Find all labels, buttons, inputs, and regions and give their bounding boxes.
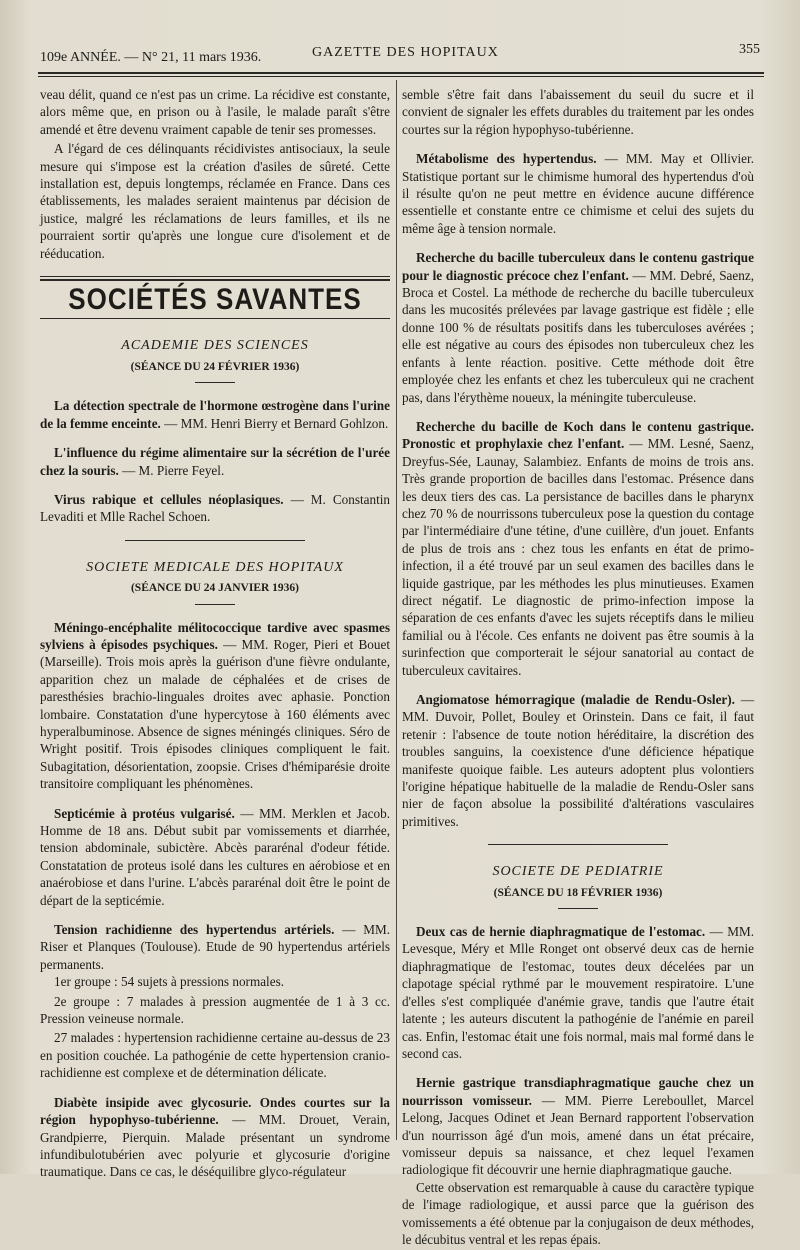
journal-title: GAZETTE DES HOPITAUX	[312, 45, 499, 60]
society-name: ACADEMIE DES SCIENCES	[121, 338, 309, 354]
article-entry	[40, 921, 390, 973]
entry-authors: — MM. Drouet, Verain, Grandpierre, Pierquin.	[40, 1112, 390, 1145]
entry-authors: — MM. Riser et Planques (Toulouse).	[40, 922, 390, 955]
short-rule	[195, 604, 235, 605]
article-entry	[402, 1074, 754, 1178]
entry-title: Deux cas de hernie diaphragmatique de l'estomac.	[416, 924, 706, 940]
header-rule-thin	[38, 76, 764, 77]
entry-title: Tension rachidienne des hypertendus artériels.	[54, 922, 335, 938]
entry-title: Métabolisme des hypertendus.	[416, 151, 597, 167]
entry-authors: — M. Constantin Levaditi et Mlle Rachel Schoen.	[40, 491, 391, 525]
entry-body: Malade présentant un syndrome infundibulotubérien avec polyurie et glycosurie d'origine traumatique. Dans ce cas, le déséquilibre glyco-régulateur	[40, 1129, 390, 1180]
entry-body: ont observé deux cas de hernie diaphragmatique de l'estomac, toutes deux décelées par un clapotage spécial rythmé par le mouvement respiratoire. L'une d'elles s'est compliquée d'anémie grave, tandis que l'autre était latente ; les auteurs discutent la pathogénie de l'anémie en pareil cas. Enfin, l'estomac était une fois normal, mais mal formé dans le second cas.	[402, 941, 754, 1061]
section-title: SOCIÉTÉS SAVANTES	[68, 281, 362, 317]
entry-authors: — MM. Roger, Pieri et Bouet (Marseille).	[40, 636, 391, 670]
article-entry	[402, 150, 754, 237]
article-entry	[402, 249, 754, 406]
issue-info: 109e ANNÉE. — N° 21, 11 mars 1936.	[40, 50, 262, 65]
section-divider	[125, 540, 305, 541]
entry-authors: — MM. Debré, Saenz, Broca et Costel.	[402, 267, 754, 301]
title-underline	[40, 318, 390, 319]
entry-authors: — MM. Merklen et Jacob.	[234, 805, 391, 821]
entry-authors: — MM. Lesné, Saenz, Dreyfus-Sée, Launay, Salambiez.	[402, 436, 754, 469]
article-entry	[402, 923, 754, 1062]
column-divider	[396, 80, 397, 1140]
entry-body: Dans ce fait, il faut retenir : l'absence de toute notion héréditaire, la discrétion des troubles sanguins, la coexistence d'une déficience hépatique manifeste quoique faible. Les auteurs adoptent plus volontiers l'origine hépatique habituelle de la maladie de Rendu-Osler sans nier de façon absolue la possibilité d'altérations vasculaires primitives.	[402, 709, 755, 829]
seance-date: (SÉANCE DU 24 JANVIER 1936)	[130, 582, 300, 595]
article-entry	[40, 1094, 390, 1181]
article-entry	[40, 444, 390, 479]
article-entry	[40, 397, 390, 432]
entry-authors: — MM. Duvoir, Pollet, Bouley et Orinstein.	[402, 692, 754, 725]
entry-title: Septicémie à protéus vulgarisé.	[54, 805, 235, 821]
continuation-paragraph: semble s'être fait dans l'abaissement du seuil du sucre et il convient de signaler les effets durables du traitement par les ondes courtes sur la région hypophyso-tubérienne.	[402, 87, 754, 137]
group-line: 2e groupe : 7 malades à pression augmentée de 1 à 3 cc. Pression veineuse normale.	[40, 993, 390, 1027]
entry-body: Homme de 18 ans. Début subit par vomissements et diarrhée, tension abdominale, subictère. Abcès pararénal d'odeur fétide. Constatation de proteus isolé dans les cultures en aérobiose et en anaérobiose et dans l'urine. L'abcès pararénal doit être le point de départ de la septicémie.	[40, 823, 390, 908]
article-entry	[402, 418, 754, 679]
entry-authors: — MM. Henri Bierry et Bernard Gohlzon.	[160, 415, 389, 431]
group-line: 27 malades : hypertension rachidienne certaine au-dessus de 23 en position couchée. La pathogénie de cette hypertension cranio-rachidienne est complexe et de détermination délicate.	[40, 1030, 390, 1081]
society-name: SOCIETE DE PEDIATRIE	[492, 864, 664, 880]
article-entry	[40, 805, 390, 909]
article-entry	[40, 491, 390, 526]
entry-authors: — MM. Pierre Lereboullet, Marcel Lelong, Jacques Odinet et Jean Bernard	[402, 1092, 754, 1126]
entry-title: Angiomatose hémorragique (maladie de Rendu-Osler).	[416, 692, 735, 707]
entry-title: Recherche du bacille tuberculeux dans le contenu gastrique pour le diagnostic précoce chez l'enfant.	[402, 250, 754, 283]
section-divider	[488, 844, 668, 845]
closing-paragraph: Cette observation est remarquable à cause du caractère typique de l'image radiologique, et aussi parce que la guérison des vomissements a été obtenue par la conjugaison de deux méthodes, le décubitus ventral et les repas épais.	[402, 1179, 754, 1247]
entry-authors: — MM. Levesque, Méry et Mlle Ronget	[402, 924, 754, 957]
page-number: 355	[739, 42, 760, 57]
group-line: 1er groupe : 54 sujets à pressions normales.	[54, 974, 285, 990]
entry-body: Trois mois après la guérison d'une fièvre ondulante, apparition chez un malade de céphalées et de crises de paresthésies brachio-linguales droites avec aphasie. Ponction lombaire. Constatation d'une hypercytose à 160 éléments avec hyperalbuminose. Absence de signes méningés cliniques. Séro de Wright positif. Trois épisodes cliniques compliquent le fait. Subagitation, désorientation, zoopsie. Crises d'hémiparésie droite transitoire compliquant les phénomènes.	[40, 654, 390, 792]
entry-title: Virus rabique et cellules néoplasiques.	[54, 491, 284, 507]
entry-authors: — M. Pierre Feyel.	[118, 462, 225, 478]
entry-body: Enfants de moins de trois ans. Très grande proportion de bacilles dans l'estomac. Présence dans les deux tiers des cas. La persistance de bacilles dans le pharynx chez 70 % de nourrissons tuberculeux pose la question du contage par l'intermédiaire d'une tétine, d'une cuillère, d'un jouet. Enfants de plus de trois ans : chez tous les enfants en état de primo-infection, il a été trouvé par un seul examen des bacilles dans le liquide gastrique, par les méthodes les plus minutieuses. Examen direct négatif. Le diagnostic de primo-infection impose la séparation de ces enfants d'avec les sujets réceptifs dans le milieu familial ou à l'école. Ces enfants ne doivent pas être soumis à la surinfection que comporterait le séjour sanatorial au contact de tuberculeux cavitaires.	[402, 453, 754, 678]
entry-title: La détection spectrale de l'hormone œstrogène dans l'urine de la femme enceinte.	[40, 398, 390, 431]
society-name: SOCIETE MEDICALE DES HOPITAUX	[86, 559, 344, 575]
short-rule	[558, 908, 598, 909]
article-entry	[402, 691, 754, 830]
article-entry	[40, 619, 390, 793]
right-column	[402, 86, 754, 1250]
entry-title: Recherche du bacille de Koch dans le contenu gastrique. Pronostic et prophylaxie chez l'enfant.	[402, 418, 754, 452]
page-header	[40, 42, 760, 66]
header-rule	[38, 72, 764, 74]
intro-paragraph: veau délit, quand ce n'est pas un crime. La récidive est constante, alors même que, en prison ou à l'asile, le malade paraît s'être amendé et être devenu vraiment capable de tenir ses promesses.	[40, 87, 390, 137]
short-rule	[195, 382, 235, 383]
entry-title: Méningo-encéphalite mélitococcique tardive avec spasmes sylviens à épisodes psychiques.	[40, 619, 390, 652]
seance-date: (SÉANCE DU 24 FÉVRIER 1936)	[130, 360, 300, 373]
left-column	[40, 86, 390, 1181]
intro-paragraph: A l'égard de ces délinquants récidivistes antisociaux, la seule mesure qui s'impose est la création d'asiles de sûreté. Cette installation est, depuis longtemps, réclamée en France. Dans ces établissements, les malades seraient maintenus par décision de justice, malgré les réclamations de leurs familles, et ils ne pourraient sortir qu'après une longue cure d'isolement et de rééducation.	[40, 141, 390, 261]
seance-date: (SÉANCE DU 18 FÉVRIER 1936)	[493, 886, 663, 899]
entry-title: Hernie gastrique transdiaphragmatique gauche chez un nourrisson vomisseur.	[402, 1075, 754, 1108]
entry-title: L'influence du régime alimentaire sur la sécrétion de l'urée chez la souris.	[40, 445, 390, 478]
entry-authors: — MM. May et Ollivier.	[596, 151, 754, 167]
entry-body: rapportent l'observation d'un nourrisson âgé d'un mois, amené dans un état précaire, vomisseur depuis sa naissance, et chez lequel l'examen radiologique fit découvrir une hernie diaphragmatique gauche.	[402, 1110, 754, 1178]
entry-body: Etude de 90 hypertendus artériels permanents.	[40, 939, 390, 972]
entry-title: Diabète insipide avec glycosurie. Ondes courtes sur la région hypophyso-tubérienne.	[40, 1094, 390, 1128]
section-rule	[40, 276, 390, 277]
entry-body: Statistique portant sur le chimisme humoral des hypertendus d'où il résulte qu'on ne peut mettre en évidence aucune différence essentielle et constante entre ce chimisme et celui des sujets du même âge à tension normale.	[402, 168, 754, 236]
entry-body: La méthode de recherche du bacille tuberculeux dans les mucosités prélevées par lavage gastrique est fidèle ; elle donne 100 % de résultats positifs dans les tuberculoses avérées ; elle est négative au cours des épisodes non tuberculeux chez les enfants à lente réaction. positive. Cette méthode doit être employée chez les enfants et chez les tuberculeux qui ne crachent pas, dans l'érythème noueux, la méningite tuberculeuse.	[402, 285, 754, 405]
